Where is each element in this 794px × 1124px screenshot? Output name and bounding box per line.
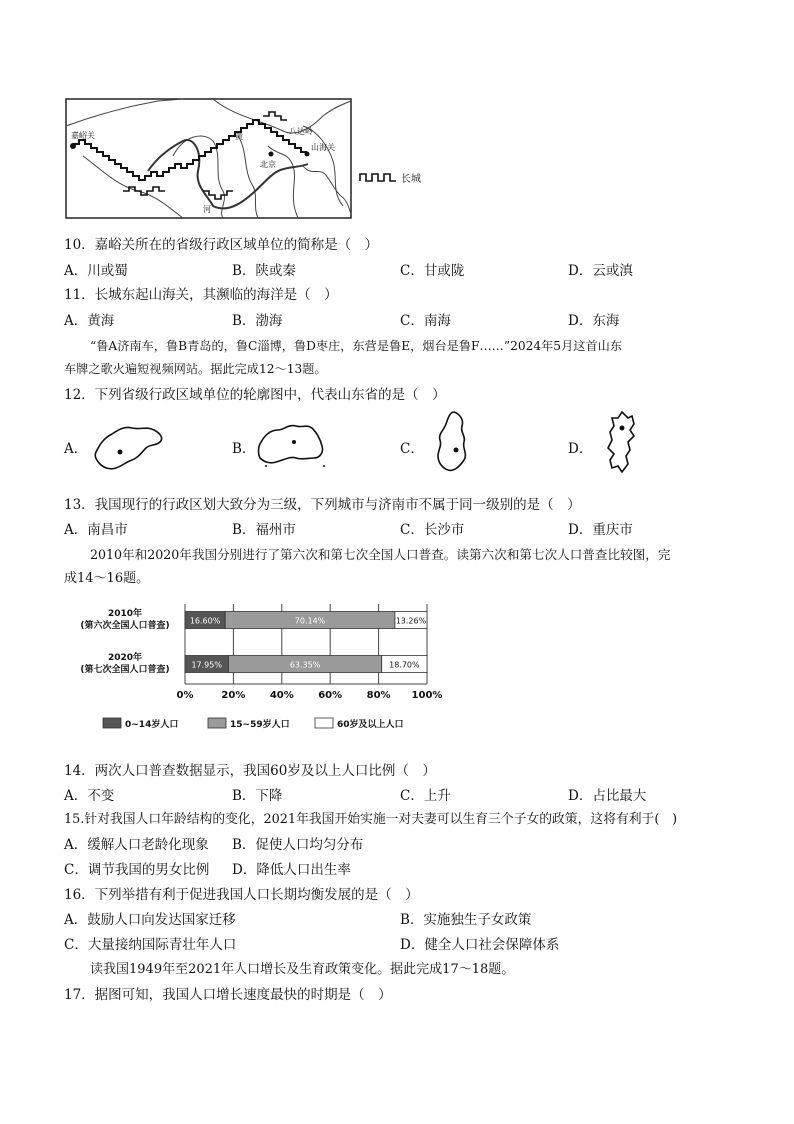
province-outline-c[interactable] [424, 408, 484, 476]
question-10-option-c[interactable]: C．甘或陇 [400, 263, 465, 279]
map-label-shanhaiguan: 山海关 [311, 143, 335, 152]
question-11-option-d[interactable]: D．东海 [568, 313, 620, 329]
x-tick-label: 20% [221, 690, 246, 701]
question-16-option-b[interactable]: B．实施独生子女政策 [400, 912, 532, 928]
legend-swatch [103, 718, 121, 728]
question-13-option-c[interactable]: C．长沙市 [400, 522, 465, 538]
question-15-option-a[interactable]: A．缓解人口老龄化现象 [64, 837, 209, 853]
intro-14-16-line1: 2010年和2020年我国分别进行了第六次和第七次全国人口普查。读第六次和第七次人口普查比较图，完 [90, 547, 671, 562]
bar-value-label: 16.60% [189, 616, 221, 626]
question-14-option-c[interactable]: C．上升 [400, 788, 451, 804]
question-10-stem: 10．嘉峪关所在的省级行政区域单位的简称是（ ） [64, 237, 379, 253]
map-label-badaling: 八达岭 [289, 127, 313, 136]
province-outline-b[interactable] [254, 418, 334, 474]
great-wall-map [63, 96, 431, 224]
province-outline-a[interactable] [90, 418, 170, 474]
question-16-stem: 16．下列举措有利于促进我国人口长期均衡发展的是（ ） [64, 887, 419, 903]
bar-value-label: 17.95% [191, 660, 222, 670]
question-16-option-a[interactable]: A．鼓励人口向发达国家迁移 [64, 912, 236, 928]
question-11-option-c[interactable]: C．南海 [400, 313, 451, 329]
question-15-stem: 15.针对我国人口年龄结构的变化，2021年我国开始实施一对夫妻可以生育三个子女的政策，这将有利于( ) [64, 812, 678, 827]
question-11-stem: 11．长城东起山海关，其濒临的海洋是（ ） [64, 287, 338, 303]
question-17-stem: 17．据图可知，我国人口增长速度最快的时期是（ ） [64, 987, 392, 1003]
question-11-option-b[interactable]: B．渤海 [232, 313, 283, 329]
legend-wall-symbol [360, 174, 396, 181]
question-14-option-d[interactable]: D．占比最大 [568, 788, 647, 804]
x-tick-label: 0% [176, 690, 194, 701]
map-label-huang: 黄 [235, 132, 243, 141]
map-legend-label: 长城 [401, 174, 421, 185]
question-13-option-b[interactable]: B．福州市 [232, 522, 296, 538]
question-10-option-a[interactable]: A．川或蜀 [64, 263, 128, 279]
bar-value-label: 18.70% [389, 660, 420, 670]
legend-swatch [208, 718, 226, 728]
map-label-beijing: 北京 [260, 160, 276, 169]
question-16-option-c[interactable]: C．大量接纳国际青壮年人口 [64, 937, 237, 953]
beijing-point [269, 152, 274, 157]
question-12-option-c[interactable]: C． [400, 441, 424, 457]
question-14-option-b[interactable]: B．下降 [232, 788, 283, 804]
shanhaiguan-point [305, 152, 310, 157]
question-12-option-b[interactable]: B． [232, 441, 256, 457]
intro-12-13-line1: “鲁A济南车，鲁B青岛的，鲁C淄博，鲁D枣庄，东营是鲁E，烟台是鲁F……”2024年5月这首山东 [90, 339, 623, 353]
intro-14-16-line2: 成14～16题。 [64, 571, 150, 586]
question-15-option-d[interactable]: D．降低人口出生率 [232, 862, 351, 878]
intro-12-13-line2: 车牌之歌火遍短视频网站。据此完成12～13题。 [64, 362, 327, 376]
census-chart-svg [63, 600, 443, 748]
category-label: 2010年 [107, 609, 143, 619]
question-13-option-d[interactable]: D．重庆市 [568, 522, 633, 538]
category-label: 2020年 [107, 653, 143, 663]
intro-17-18: 读我国1949年至2021年人口增长及生育政策变化。据此完成17～18题。 [90, 962, 515, 977]
question-10-option-b[interactable]: B．陕或秦 [232, 263, 296, 279]
map-label-jiayuguan: 嘉峪关 [71, 131, 95, 140]
x-tick-label: 100% [411, 690, 443, 701]
question-10-option-d[interactable]: D．云或滇 [568, 263, 633, 279]
question-16-option-d[interactable]: D．健全人口社会保障体系 [400, 937, 560, 953]
question-12-stem: 12．下列省级行政区域单位的轮廓图中，代表山东省的是（ ） [64, 387, 446, 403]
province-outline-d[interactable] [592, 408, 652, 478]
question-14-option-a[interactable]: A．不变 [64, 788, 115, 804]
legend-label: 0~14岁人口 [125, 720, 179, 730]
map-label-he: 河 [203, 205, 211, 214]
legend-label: 60岁及以上人口 [337, 720, 404, 730]
jiayuguan-point [70, 143, 76, 149]
bar-value-label: 13.26% [395, 616, 427, 626]
x-tick-label: 40% [269, 690, 294, 701]
question-13-option-a[interactable]: A．南昌市 [64, 522, 128, 538]
question-15-option-b[interactable]: B．促使人口均匀分布 [232, 837, 364, 853]
census-chart [63, 600, 443, 748]
category-label: (第七次全国人口普查) [80, 665, 170, 675]
x-tick-label: 80% [366, 690, 391, 701]
question-15-option-c[interactable]: C．调节我国的男女比例 [64, 862, 210, 878]
x-tick-label: 60% [318, 690, 343, 701]
legend-swatch [315, 718, 333, 728]
category-label: (第六次全国人口普查) [80, 621, 170, 631]
question-12-option-a[interactable]: A． [64, 441, 88, 457]
legend-label: 15~59岁人口 [230, 720, 290, 730]
bar-value-label: 63.35% [289, 660, 321, 670]
question-11-option-a[interactable]: A．黄海 [64, 313, 115, 329]
bar-value-label: 70.14% [294, 616, 326, 626]
question-13-stem: 13．我国现行的行政区划大致分为三级，下列城市与济南市不属于同一级别的是（ ） [64, 497, 581, 513]
map-svg [63, 96, 431, 224]
question-12-option-d[interactable]: D． [568, 441, 593, 457]
question-14-stem: 14．两次人口普查数据显示，我国60岁及以上人口比例（ ） [64, 763, 436, 779]
